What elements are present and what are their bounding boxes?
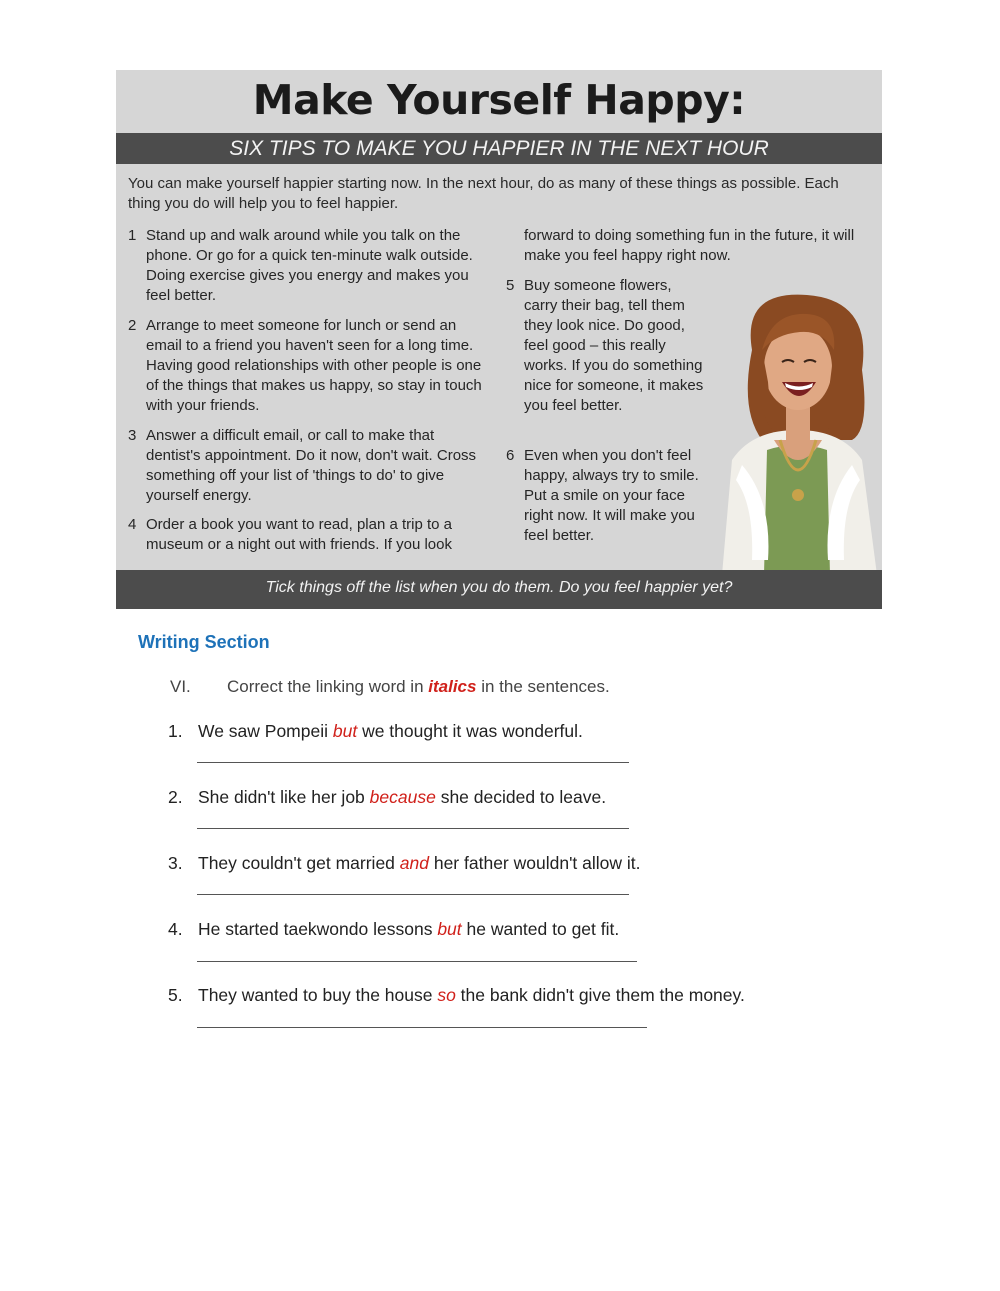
linking-word: so <box>437 985 456 1005</box>
question-text: They wanted to buy the house <box>198 985 438 1005</box>
instruction-text: Correct the linking word in <box>227 677 429 696</box>
tip-number: 4 <box>128 516 137 533</box>
tip-text: Buy someone flowers, carry their bag, tell them they look nice. Do good, feel good – this really works. If you do something nice for someone, it makes you feel better. <box>524 277 704 414</box>
question-number: 5. <box>168 985 183 1005</box>
question-number: 1. <box>168 721 183 741</box>
question-item <box>168 919 619 940</box>
tip-text: Stand up and walk around while you talk on the phone. Or go for a quick ten-minute walk outside. Doing exercise gives you energy and makes you feel better. <box>146 227 473 304</box>
poster-subtitle: SIX TIPS TO MAKE YOU HAPPIER IN THE NEXT HOUR <box>116 133 882 164</box>
tip-number: 3 <box>128 427 137 444</box>
instruction-text-end: in the sentences. <box>476 677 610 696</box>
answer-line[interactable] <box>197 1027 647 1028</box>
tip-text: Arrange to meet someone for lunch or send an email to a friend you haven't seen for a long time. Having good relationships with other people is one of the things that makes us happy, so stay in touch with your friends. <box>146 317 482 414</box>
section-title: Writing Section <box>138 632 270 652</box>
tip-number: 2 <box>128 317 137 334</box>
tip-number: 6 <box>506 447 515 464</box>
linking-word: but <box>332 721 358 741</box>
poster-intro: You can make yourself happier starting now. In the next hour, do as many of these things as possible. Each thing you do will help you to feel happier. <box>128 175 839 212</box>
question-number: 4. <box>168 919 183 939</box>
question-text-end: he wanted to get fit. <box>461 919 620 939</box>
tip-text: Order a book you want to read, plan a trip to a museum or a night out with friends. If you look <box>146 516 453 553</box>
tip-number: 5 <box>506 277 515 294</box>
question-item <box>168 853 641 874</box>
question-item <box>168 721 583 742</box>
question-text-end: the bank didn't give them the money. <box>455 985 745 1005</box>
question-item <box>168 787 606 808</box>
linking-word: but <box>437 919 462 939</box>
tip-number: 1 <box>128 227 137 244</box>
tip-item <box>506 276 704 416</box>
instruction-highlight: italics <box>428 677 477 696</box>
answer-line[interactable] <box>197 894 629 895</box>
smiling-woman-photo <box>712 290 882 575</box>
linking-word: and <box>399 853 429 873</box>
tip-item <box>128 426 484 506</box>
tip-continuation: forward to doing something fun in the future, it will make you feel happy right now. <box>524 227 855 264</box>
question-text-end: she decided to leave. <box>435 787 607 807</box>
tip-item <box>128 515 484 555</box>
answer-line[interactable] <box>197 828 629 829</box>
instruction <box>170 677 610 697</box>
question-number: 2. <box>168 787 183 807</box>
tip-item <box>128 226 484 306</box>
answer-line[interactable] <box>197 961 637 962</box>
question-item <box>168 985 745 1006</box>
tip-text: Even when you don't feel happy, always try to smile. Put a smile on your face right now. It will make you feel better. <box>524 447 699 544</box>
question-text: She didn't like her job <box>198 787 370 807</box>
poster-footer: Tick things off the list when you do them. Do you feel happier yet? <box>116 570 882 609</box>
question-text-end: her father wouldn't allow it. <box>428 853 641 873</box>
tip-item <box>506 446 704 546</box>
instruction-number: VI. <box>170 677 191 696</box>
question-text: He started taekwondo lessons <box>198 919 438 939</box>
question-text-end: we thought it was wonderful. <box>357 721 583 741</box>
happiness-poster <box>116 70 882 609</box>
linking-word: because <box>369 787 436 807</box>
tip-item <box>128 316 484 416</box>
answer-line[interactable] <box>197 762 629 763</box>
poster-title: Make Yourself Happy: <box>252 76 746 124</box>
question-text: We saw Pompeii <box>198 721 333 741</box>
tip-text: Answer a difficult email, or call to make that dentist's appointment. Do it now, don't wait. Cross something off your list of 'things to do' to give yourself energy. <box>146 427 477 504</box>
question-number: 3. <box>168 853 183 873</box>
question-text: They couldn't get married <box>198 853 400 873</box>
